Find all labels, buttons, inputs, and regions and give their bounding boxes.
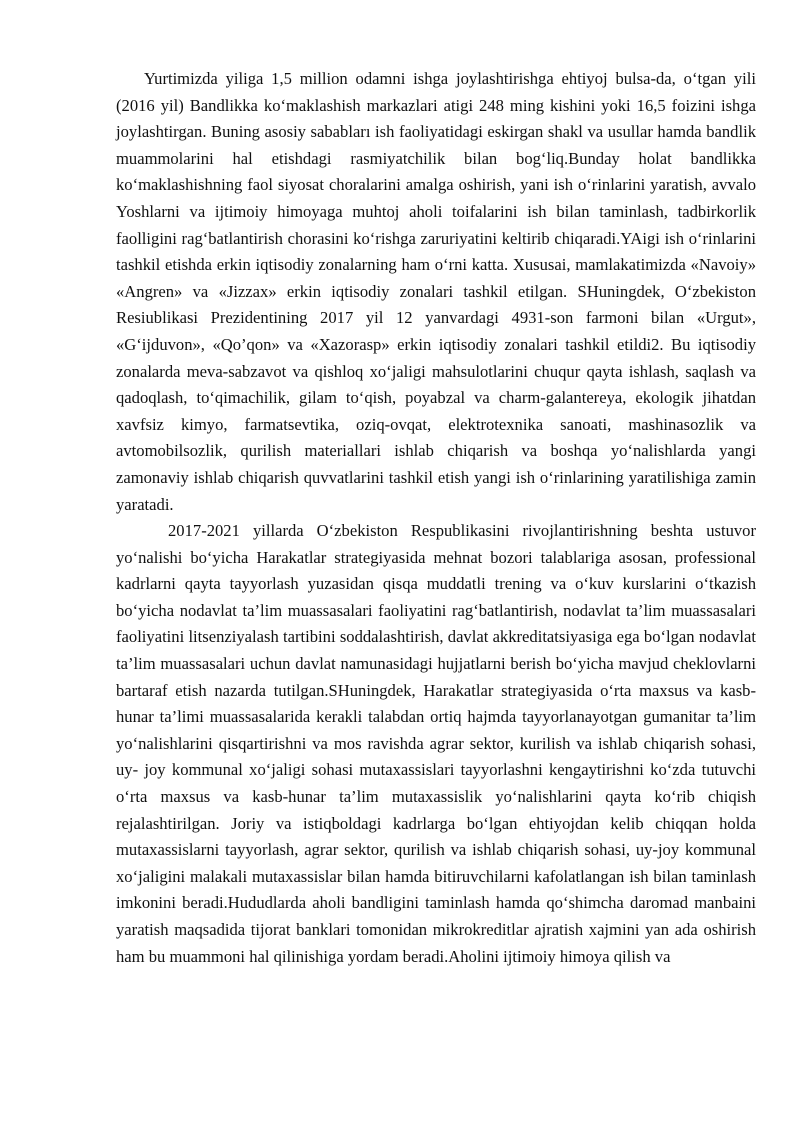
paragraph: Yurtimizda yiliga 1,5 million odamni ishga joylashtirishga ehtiyoj bulsa-da, o‘tgan yili (2016 yil) Bandlikka ko‘maklashish markazlari atigi 248 ming kishini yoki 16,5 foizini ishga joylashtirgan. Buning asosiy sababları ish faoliyatidagi eskirgan shakl va usullar hamda bandlik muammolarini hal etishdagi rasmiyatchilik bilan bog‘liq.Bunday holat bandlikka ko‘maklashishning faol siyosat choralarini amalga oshirish, yani ish o‘rinlarini yaratish, avvalo Yoshlarni va ijtimoiy himoyaga muhtoj aholi toifalarini ish bilan taminlash, tadbirkorlik faolligini rag‘batlantirish chorasini ko‘rishga zaruriyatini keltirib chiqaradi.YAigi ish o‘rinlarini tashkil etishda erkin iqtisodiy zonalarning ham o‘rni katta. Xususai, mamlakatimizda «Navoiy» «Angren» va «Jizzax» erkin iqtisodiy zonalari tashkil etilgan. SHuningdek, O‘zbekiston Resiublikasi Prezidentining 2017 yil 12 yanvardagi 4931-son farmoni bilan «Urgut», «G‘ijduvon», «Qo’qon» va «Xazorasp» erkin iqtisodiy zonalari tashkil etildi2. Bu iqtisodiy zonalarda meva-sabzavot va qishloq xo‘jaligi mahsulotlarini chuqur qayta ishlash, saqlash va qadoqlash, to‘qimachilik, gilam to‘qish, poyabzal va charm-galantereya, ekologik jihatdan xavfsiz kimyo, farmatsevtika, oziq-ovqat, elektrotexnika sanoati, mashinasozlik va avtomobilsozlik, qurilish materiallari ishlab chiqarish va boshqa yo‘nalishlarda yangi zamonaviy ishlab chiqarish quvvatlarini tashkil etish yangi ish o‘rinlarining yaratilishiga zamin yaratadi. [116,69,756,514]
paragraph: 2017-2021 yillarda O‘zbekiston Respublikasini rivojlantirishning beshta ustuvor yo‘nalishi bo‘yicha Harakatlar strategiyasida mehnat bozori talablariga asosan, professional kadrlarni qayta tayyorlash yuzasidan qisqa muddatli trening va o‘kuv kurslarini o‘tkazish bo‘yicha nodavlat ta’lim muassasalari faoliyatini rag‘batlantirish, nodavlat ta’lim muassasalari faoliyatini litsenziyalash tartibini soddalashtirish, davlat akkreditatsiyasiga ega bo‘lgan nodavlat ta’lim muassasalari uchun davlat namunasidagi hujjatlarni berish bo‘yicha mavjud cheklovlarni bartaraf etish nazarda tutilgan.SHuningdek, Harakatlar strategiyasida o‘rta maxsus va kasb-hunar ta’limi muassasalarida kerakli talabdan ortiq hajmda tayyorlanayotgan gumanitar ta’lim yo‘nalishlarini qisqartirishni va mos ravishda agrar sektor, kurilish va ishlab chiqarish sohasi, uy- joy kommunal xo‘jaligi sohasi mutaxassislari tayyorlashni kengaytirishni ko‘zda tutuvchi o‘rta maxsus va kasb-hunar ta’lim mutaxassislik yo‘nalishlarini qayta ko‘rib chiqish rejalashtirilgan. Joriy va istiqboldagi kadrlarga bo‘lgan ehtiyojdan kelib chiqqan holda mutaxassislarni tayyorlash, agrar sektor, qurilish va ishlab chiqarish sohasi, uy-joy kommunal xo‘jaligini malakali mutaxassislar bilan hamda bitiruvchilarni kafolatlangan ish bilan taminlash imkonini beradi.Hududlarda aholi bandligini taminlash hamda qo‘shimcha daromad manbaini yaratish maqsadida tijorat banklari tomonidan mikrokreditlar ajratish xajmini yan ada oshirish ham bu muammoni hal qilinishiga yordam beradi.Aholini ijtimoiy himoya qilish va [116,521,756,966]
document-page [116,66,756,970]
